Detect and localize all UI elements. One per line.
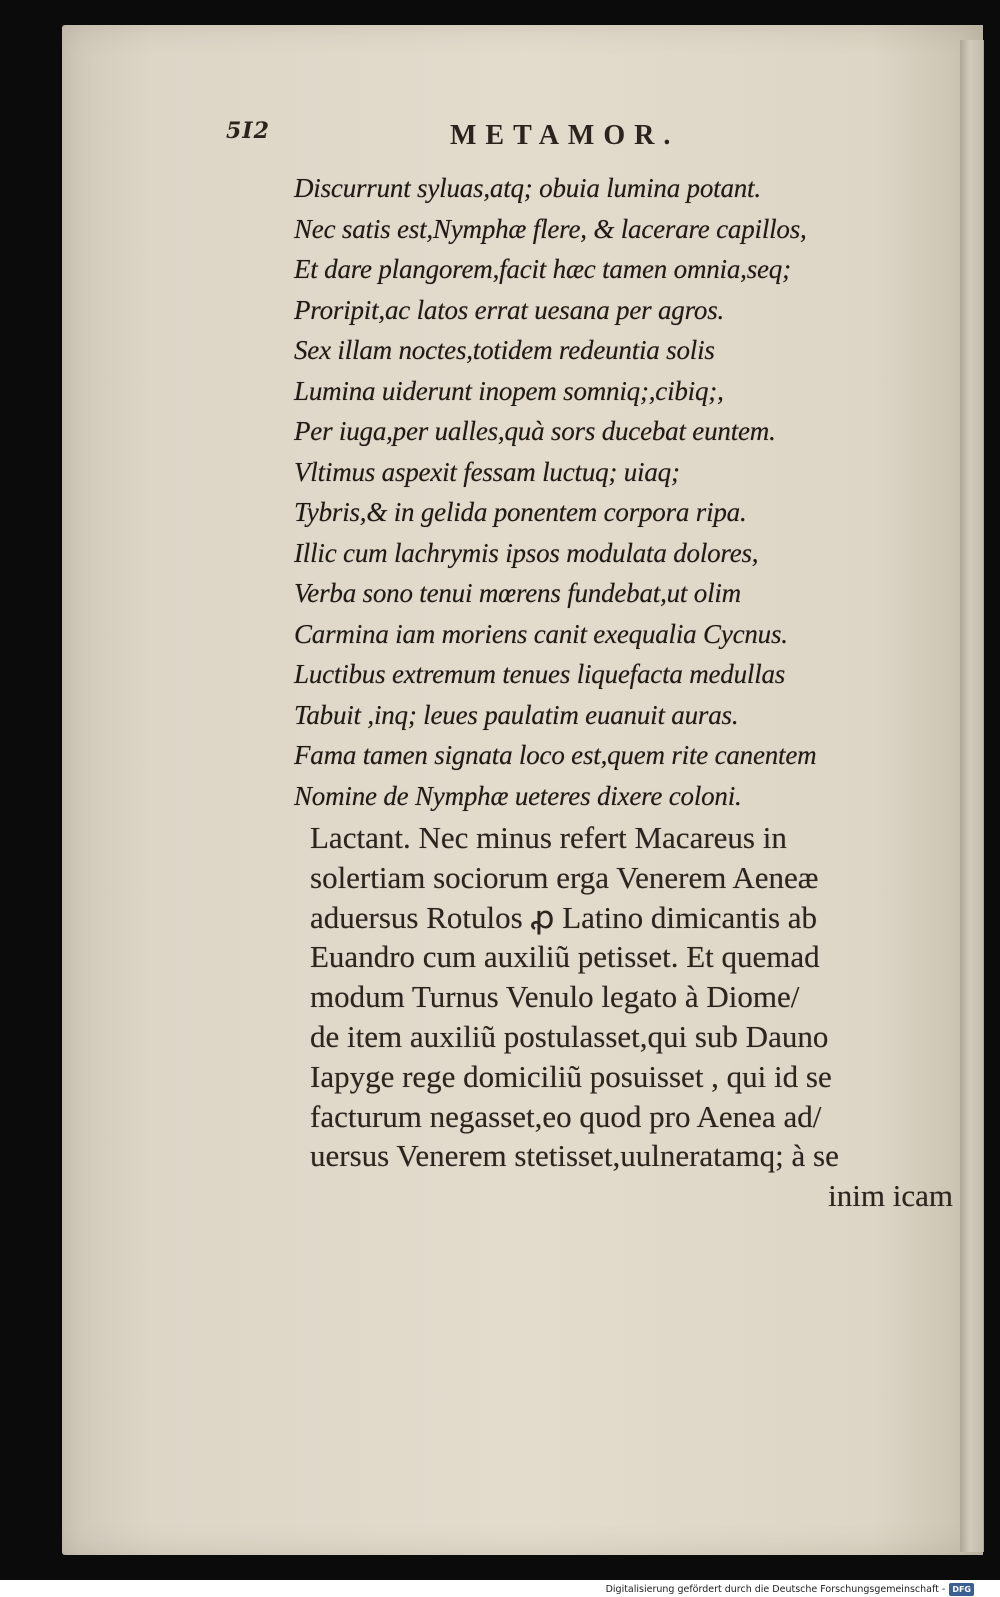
commentary-line: Euandro cum auxiliũ petisset. Et quemad [310, 939, 820, 975]
verse-line: Sex illam noctes,totidem redeuntia solis [294, 335, 715, 365]
commentary-line: solertiam sociorum erga Venerem Aeneæ [310, 859, 819, 895]
commentary-line: Lactant. Nec minus refert Macareus in [310, 820, 787, 855]
dfg-logo: DFG [949, 1583, 974, 1596]
commentary-line: aduersus Rotulos ꝓ Latino dimicantis ab [310, 899, 818, 935]
verse-line: Luctibus extremum tenues liquefacta medullas [294, 659, 786, 689]
verse-line: Tabuit ,inq; leues paulatim euanuit auras. [294, 699, 739, 730]
running-title: METAMOR. [450, 120, 680, 151]
commentary-line: modum Turnus Venulo legato à Diome/ [310, 979, 800, 1015]
verse-line: Illic cum lachrymis ipsos modulata dolores, [294, 537, 759, 568]
facing-page-edge [960, 40, 984, 1552]
footer-credit [606, 1582, 974, 1596]
verse-line: Nec satis est,Nymphæ flere, & lacerare capillos, [294, 213, 807, 244]
verse-line: Discurrunt syluas,atq; obuia lumina potant. [294, 173, 761, 203]
page-number: 5I2 [226, 118, 270, 144]
verse-line: Lumina uiderunt inopem somniq;,cibiq;, [294, 375, 724, 406]
verse-line: Et dare plangorem,facit hæc tamen omnia,seq; [294, 254, 791, 284]
verse-line: Nomine de Nymphæ ueteres dixere coloni. [294, 780, 742, 811]
verse-line: Verba sono tenui mœrens fundebat,ut olim [294, 578, 741, 608]
catchword: inim icam [828, 1178, 953, 1214]
running-head [0, 118, 1000, 158]
commentary-block [310, 818, 955, 1216]
commentary-line: Iapyge rege domiciliũ posuisset , qui id se [310, 1058, 832, 1094]
commentary-line: facturum negasset,eo quod pro Aenea ad/ [310, 1098, 822, 1134]
verse-line: Proripit,ac latos errat uesana per agros. [294, 294, 725, 325]
verse-line: Fama tamen signata loco est,quem rite canentem [294, 740, 817, 770]
verse-line: Vltimus aspexit fessam luctuq; uiaq; [294, 456, 680, 487]
verse-line: Tybris,& in gelida ponentem corpora ripa. [294, 497, 747, 527]
funding-credit-text: Digitalisierung gefördert durch die Deutsche Forschungsgemeinschaft - [605, 1583, 946, 1595]
verse-block [294, 168, 914, 816]
verse-line: Per iuga,per ualles,quà sors ducebat euntem. [294, 416, 776, 446]
commentary-line: de item auxiliũ postulasset,qui sub Dauno [310, 1018, 829, 1054]
commentary-line: uersus Venerem stetisset,uulneratamq; à se [310, 1138, 839, 1174]
verse-line: Carmina iam moriens canit exequalia Cycnus. [294, 618, 788, 649]
